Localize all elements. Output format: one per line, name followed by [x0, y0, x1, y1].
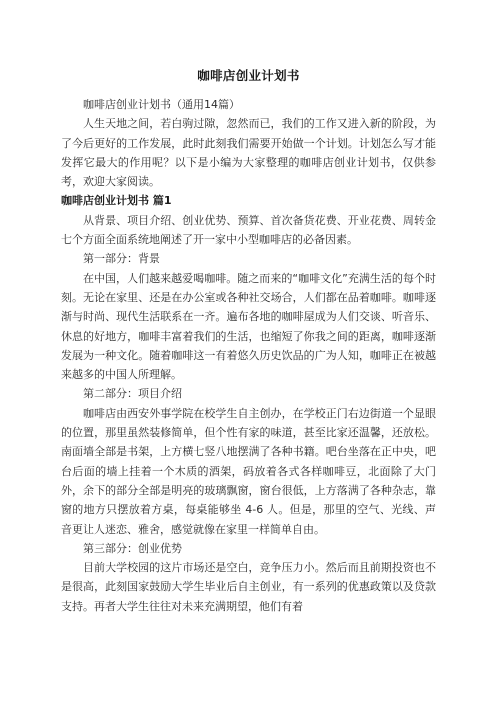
intro-line: 咖啡店创业计划书（通用14篇）: [83, 98, 240, 111]
overview-paragraph: 从背景、项目介绍、创业优势、预算、首次备货花费、开业花费、周转金七个方面全面系统地阐述了开一家中小型咖啡店的必备因素。: [61, 213, 436, 247]
part1-paragraph: 在中国，人们越来越爱喝咖啡。随之而来的“咖啡文化”充满生活的每个时刻。无论在家里、还是在办公室或各种社交场合，人们都在品着咖啡。咖啡逐渐与时尚、现代生活联系在一齐。遍布各地的咖啡屋成为人们交谈、听音乐、休息的好地方，咖啡丰富着我们的生活，也缩短了你我之间的距离，咖啡逐渐发展为一种文化。随着咖啡这一有着悠久历史饮品的广为人知，咖啡正在被越来越多的中国人所理解。: [61, 271, 436, 382]
intro-paragraph: 人生天地之间，若白驹过隙，忽然而已，我们的工作又进入新的阶段，为了今后更好的工作发展，此时此刻我们需要开始做一个计划。计划怎么写才能发挥它最大的作用呢？以下是小编为大家整理的咖啡店创业计划书，仅供参考，欢迎大家阅读。: [61, 117, 436, 189]
part1-heading: 第一部分：背景: [83, 252, 160, 266]
part3-paragraph: 目前大学校园的这片市场还是空白，竞争压力小。然后而且前期投资也不是很高，此刻国家鼓励大学生毕业后自主创业，有一系列的优惠政策以及贷款支持。再者大学生往往对未来充满期望，他们有着: [61, 561, 436, 613]
section-heading: 咖啡店创业计划书 篇1: [61, 194, 172, 208]
part2-heading: 第二部分：项目介绍: [83, 387, 182, 401]
part3-heading: 第三部分：创业优势: [83, 541, 182, 555]
document-title: 咖啡店创业计划书: [197, 68, 300, 83]
part2-paragraph: 咖啡店由西安外事学院在校学生自主创办，在学校正门右边街道一个显眼的位置，那里虽然装修简单，但个性有家的味道，甚至比家还温馨，还放松。南面墙全部是书架，上方横七竖八地摆满了各种书籍。吧台坐落在正中央，吧台后面的墙上挂着一个木质的酒架，码放着各式各样咖啡豆，北面除了大门外，余下的部分全部是明亮的玻璃飘窗，窗台很低，上方落满了各种杂志，靠窗的地方只摆放着方桌，每桌能够坐 4-6 人。但是，那里的空气、光线、声音更让人迷恋、雅舍，感觉就像在家里一样简单自由。: [61, 406, 436, 536]
